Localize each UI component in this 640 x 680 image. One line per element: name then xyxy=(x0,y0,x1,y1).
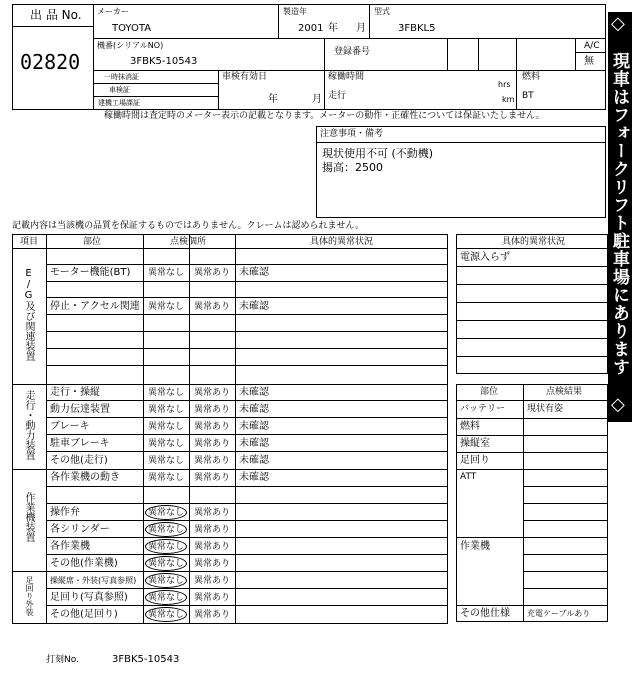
stamp-value: 3FBK5-10543 xyxy=(112,654,180,665)
inspection-year-unit: 年 xyxy=(268,94,278,105)
table-header-part: 部位 xyxy=(83,237,102,247)
registration-label: 登録番号 xyxy=(334,47,371,57)
part-power-transmission: 動力伝達装置 xyxy=(50,404,110,415)
maker-value: TOYOTA xyxy=(112,23,152,34)
travel-label: 走行 xyxy=(328,91,347,101)
inspection-label: 車検有効日 xyxy=(222,72,268,82)
group-drive-label: 走行・動力装置 xyxy=(23,390,34,460)
parts-header-part: 部位 xyxy=(480,387,499,397)
check-normal: 異常なし xyxy=(148,610,185,620)
status-unconfirmed: 未確認 xyxy=(239,421,269,432)
table-header-details: 具体的異常状況 xyxy=(310,237,374,247)
check-normal: 異常なし xyxy=(148,268,185,278)
notes-line-2: 揚高：2500 xyxy=(322,161,383,174)
details-line-1: 電源入らず xyxy=(460,252,510,263)
check-normal: 異常なし xyxy=(148,439,185,449)
parts-other-spec: その他仕様 xyxy=(460,608,510,619)
part-parking-brake: 駐車ブレーキ xyxy=(50,438,110,449)
part-cab-exterior: 操縦席・外装(写真参照) xyxy=(50,576,137,585)
part-motor: モーター機能(BT) xyxy=(50,267,131,278)
status-unconfirmed: 未確認 xyxy=(239,301,269,312)
parts-cockpit: 操縦室 xyxy=(460,438,490,449)
check-abnormal: 異常あり xyxy=(194,405,231,415)
side-banner-text: 現車はフォークリフト駐車場にあります xyxy=(609,52,629,376)
group-engine-label: E/G及び関連装置 xyxy=(23,268,34,361)
check-abnormal: 異常あり xyxy=(194,388,231,398)
year-unit: 年 xyxy=(328,23,338,34)
year-label: 製造年 xyxy=(283,7,307,16)
part-work-other: その他(作業機) xyxy=(50,558,118,569)
part-steer: 走行・操縦 xyxy=(50,387,100,398)
check-abnormal: 異常あり xyxy=(194,525,231,535)
status-unconfirmed: 未確認 xyxy=(239,387,269,398)
km-unit: km xyxy=(502,95,515,104)
part-brake: ブレーキ xyxy=(50,421,90,432)
part-stop-accel: 停止・アクセル関連 xyxy=(50,301,140,312)
status-unconfirmed: 未確認 xyxy=(239,267,269,278)
diamond-icon: ◇ xyxy=(611,13,625,34)
group-work-label: 作業機装置 xyxy=(23,492,34,542)
parts-att: ATT xyxy=(460,472,477,482)
maker-label: メーカー xyxy=(97,7,129,16)
check-normal: 異常なし xyxy=(148,593,185,603)
hours-notice: 稼働時間は査定時のメーター表示の記載となります。メーターの動作・正確性については保証いたしません。 xyxy=(104,111,545,121)
hours-label: 稼働時間 xyxy=(328,72,365,82)
parts-legs: 足回り xyxy=(460,455,490,466)
details-header: 具体的異常状況 xyxy=(502,237,566,247)
status-unconfirmed: 未確認 xyxy=(239,455,269,466)
check-normal: 異常なし xyxy=(148,422,185,432)
check-abnormal: 異常あり xyxy=(194,542,231,552)
parts-battery: バッテリー xyxy=(460,404,506,414)
check-normal: 異常なし xyxy=(148,542,185,552)
check-normal: 異常なし xyxy=(148,473,185,483)
fuel-label: 燃料 xyxy=(522,72,541,82)
check-abnormal: 異常あり xyxy=(194,473,231,483)
year-value: 2001 xyxy=(298,23,324,34)
part-legs-other: その他(足回り) xyxy=(50,609,118,620)
notes-line-1: 現状使用不可 (不動機) xyxy=(322,147,434,160)
quality-notice: 記載内容は当該機の品質を保証するものではありません。クレームは認められません。 xyxy=(12,221,365,231)
side-banner xyxy=(608,12,632,422)
parts-other-result: 充電ケーブルあり xyxy=(527,609,591,618)
parts-fuel: 燃料 xyxy=(460,421,480,432)
serial-value: 3FBK5-10543 xyxy=(130,56,198,67)
hrs-unit: hrs xyxy=(498,80,511,89)
part-drive-other: その他(走行) xyxy=(50,455,108,466)
status-unconfirmed: 未確認 xyxy=(239,404,269,415)
check-abnormal: 異常あり xyxy=(194,439,231,449)
part-valve: 操作弁 xyxy=(50,507,80,518)
part-work-motion: 各作業機の動き xyxy=(50,472,120,483)
check-abnormal: 異常あり xyxy=(194,422,231,432)
check-abnormal: 異常あり xyxy=(194,456,231,466)
check-abnormal: 異常あり xyxy=(194,593,231,603)
check-normal: 異常なし xyxy=(148,388,185,398)
lot-number-label: 出 品 No. xyxy=(30,8,82,22)
check-abnormal: 異常あり xyxy=(194,610,231,620)
check-abnormal: 異常あり xyxy=(194,268,231,278)
check-normal: 異常なし xyxy=(148,405,185,415)
parts-work-machine: 作業機 xyxy=(460,541,490,552)
model-label: 型式 xyxy=(374,7,390,16)
status-unconfirmed: 未確認 xyxy=(239,438,269,449)
check-abnormal: 異常あり xyxy=(194,302,231,312)
ac-label: A/C xyxy=(584,41,600,51)
check-normal: 異常なし xyxy=(148,302,185,312)
part-legs-photo: 足回り(写真参照) xyxy=(50,592,128,603)
inspection-month-unit: 月 xyxy=(312,94,322,105)
check-normal: 異常なし xyxy=(148,525,185,535)
check-normal: 異常なし xyxy=(148,576,185,586)
lot-number: 02820 xyxy=(20,50,81,74)
serial-label: 機番(シリアルNO) xyxy=(97,41,164,50)
check-abnormal: 異常あり xyxy=(194,576,231,586)
ac-value: 無 xyxy=(584,56,594,67)
temp-cert-label: 一時抹消証 xyxy=(104,73,139,81)
machine-cert-label: 建機工場課証 xyxy=(98,99,140,107)
fuel-value: BT xyxy=(522,91,534,101)
table-header-check: 点検個所 xyxy=(170,237,207,247)
part-cylinder: 各シリンダー xyxy=(50,524,110,535)
car-cert-label: 車検証 xyxy=(109,86,130,94)
parts-battery-result: 現状有姿 xyxy=(527,404,564,414)
table-header-item: 項目 xyxy=(20,237,39,247)
model-value: 3FBKL5 xyxy=(398,23,436,34)
check-normal: 異常なし xyxy=(148,508,185,518)
diamond-icon: ◇ xyxy=(611,394,625,415)
month-unit: 月 xyxy=(356,23,366,34)
part-each-work: 各作業機 xyxy=(50,541,90,552)
check-normal: 異常なし xyxy=(148,559,185,569)
notes-label: 注意事項・備考 xyxy=(320,129,384,139)
group-legs-label: 足回り外装 xyxy=(25,576,34,616)
parts-header-result: 点検結果 xyxy=(546,387,583,397)
status-unconfirmed: 未確認 xyxy=(239,472,269,483)
check-abnormal: 異常あり xyxy=(194,508,231,518)
check-normal: 異常なし xyxy=(148,456,185,466)
stamp-label: 打刻No. xyxy=(46,655,79,665)
check-abnormal: 異常あり xyxy=(194,559,231,569)
